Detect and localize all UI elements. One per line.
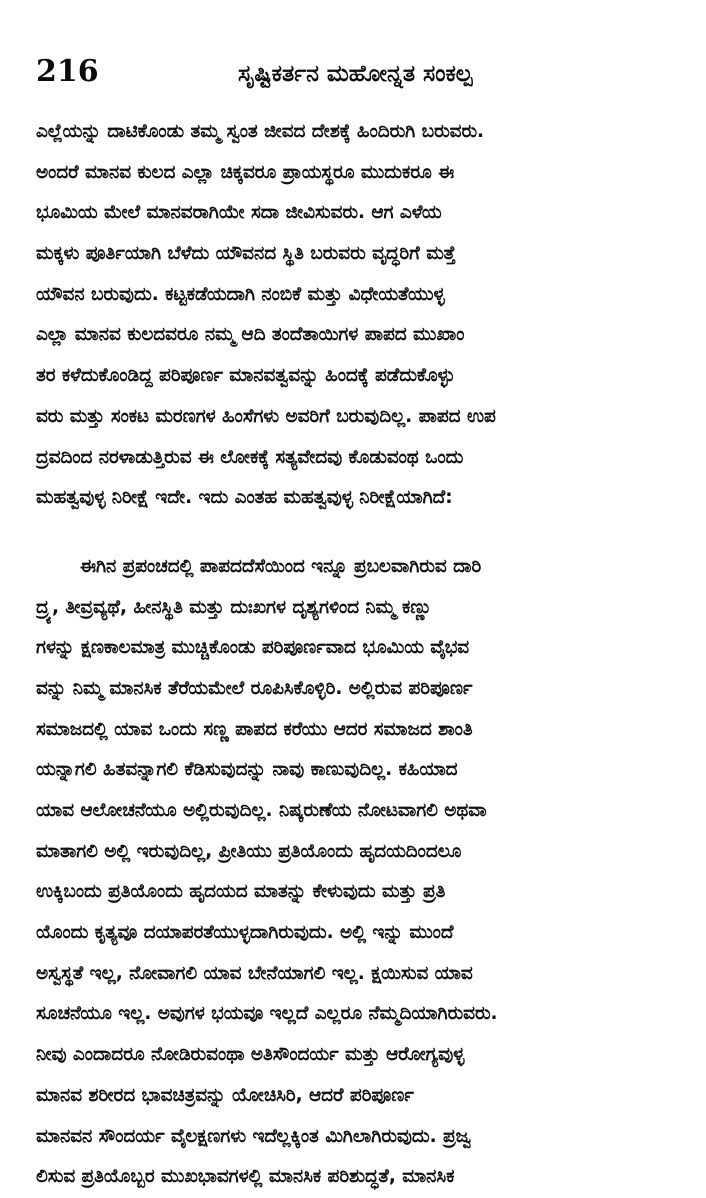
text-line: ಎಲ್ಲೆಯನ್ನು ದಾಟಿಕೊಂಡು ತಮ್ಮ ಸ್ವಂತ ಜೀವದ ದೇಶಕ್ಕೆ ಹಿಂದಿರುಗಿ ಬರುವರು. [36, 121, 485, 142]
text-line: ಅಸ್ವಸ್ಥತೆ ಇಲ್ಲ, ನೋವಾಗಲಿ ಯಾವ ಬೇನೆಯಾಗಲಿ ಇಲ್ಲ. ಕ್ಷಯಿಸುವ ಯಾವ [36, 962, 473, 984]
text-line: ಯೌವನ ಬರುವುದು. ಕಟ್ಟಕಡೆಯದಾಗಿ ನಂಬಿಕೆ ಮತ್ತು ವಿಧೇಯತೆಯುಳ್ಳ [36, 283, 445, 305]
text-line: ವರು ಮತ್ತು ಸಂಕಟ ಮರಣಗಳ ಹಿಂಸೆಗಳು ಅವರಿಗೆ ಬರುವುದಿಲ್ಲ. ಪಾಪದ ಉಪ [36, 405, 496, 427]
page-header [36, 52, 676, 100]
body-text [36, 112, 666, 1198]
text-line: ಮಹತ್ವವುಳ್ಳ ನಿರೀಕ್ಷೆ ಇದೇ. ಇದು ಎಂತಹ ಮಹತ್ವವುಳ್ಳ ನಿರೀಕ್ಷೆಯಾಗಿದೆ: [36, 487, 453, 509]
text-line: ವನ್ನು ನಿಮ್ಮ ಮಾನಸಿಕ ತೆರೆಯಮೇಲೆ ರೂಪಿಸಿಕೊಳ್ಳಿರಿ. ಅಲ್ಲಿರುವ ಪರಿಪೂರ್ಣ [36, 677, 473, 699]
paragraph-2 [36, 547, 666, 1198]
text-line: ಯಾವ ಆಲೋಚನೆಯೂ ಅಲ್ಲಿರುವುದಿಲ್ಲ. ನಿಷ್ಕರುಣೆಯ ನೋಟವಾಗಲಿ ಅಥವಾ [36, 800, 487, 821]
text-line: ಗಳನ್ನು ಕ್ಷಣಕಾಲಮಾತ್ರ ಮುಚ್ಚಿಕೊಂಡು ಪರಿಪೂರ್ಣವಾದ ಭೂಮಿಯ ವೈಭವ [36, 637, 470, 659]
text-line: ತರ ಕಳೆದುಕೊಂಡಿದ್ದ ಪರಿಪೂರ್ಣ ಮಾನವತ್ವವನ್ನು ಹಿಂದಕ್ಕೆ ಪಡೆದುಕೊಳ್ಳು [36, 365, 455, 387]
text-line: ಈಗಿನ ಪ್ರಪಂಚದಲ್ಲಿ ಪಾಪದದೆಸೆಯಿಂದ ಇನ್ನೂ ಪ್ರಬಲವಾಗಿರುವ ದಾರಿ [80, 555, 482, 577]
text-line: ಎಲ್ಲಾ ಮಾನವ ಕುಲದವರೂ ನಮ್ಮ ಆದಿ ತಂದೆತಾಯಿಗಳ ಪಾಪದ ಮುಖಾಂ [36, 324, 465, 346]
text-line: ಲಿಸುವ ಪ್ರತಿಯೊಬ್ಬರ ಮುಖಭಾವಗಳಲ್ಲಿ ಮಾನಸಿಕ ಪರಿಶುದ್ಧತೆ, ಮಾನಸಿಕ [36, 1166, 455, 1188]
text-line: ಸೂಚನೆಯೂ ಇಲ್ಲ. ಅವುಗಳ ಭಯವೂ ಇಲ್ಲದೆ ಎಲ್ಲರೂ ನೆಮ್ಮದಿಯಾಗಿರುವರು. [36, 1003, 498, 1025]
text-line: ಮಾತಾಗಲಿ ಅಲ್ಲಿ ಇರುವುದಿಲ್ಲ, ಪ್ರೀತಿಯು ಪ್ರತಿಯೊಂದು ಹೃದಯದಿಂದಲೂ [36, 840, 462, 862]
text-line: ಮಾನವನ ಸೌಂದರ್ಯ ವೈಲಕ್ಷಣಗಳು ಇದೆಲ್ಲಕ್ಕಿಂತ ಮಿಗಿಲಾಗಿರುವುದು. ಪ್ರಜ್ವ [36, 1125, 472, 1147]
text-line: ಸಮಾಜದಲ್ಲಿ ಯಾವ ಒಂದು ಸಣ್ಣ ಪಾಪದ ಕರೆಯು ಆದರ ಸಮಾಜದ ಶಾಂತಿ [36, 718, 473, 740]
page-number: 216 [36, 54, 99, 89]
text-line: ಯನ್ನಾಗಲಿ ಹಿತವನ್ನಾಗಲಿ ಕೆಡಿಸುವುದನ್ನು ನಾವು ಕಾಣುವುದಿಲ್ಲ. ಕಹಿಯಾದ [36, 759, 458, 781]
running-title: ಸೃಷ್ಟಿಕರ್ತನ ಮಹೋನ್ನತ ಸಂಕಲ್ಪ [238, 61, 473, 87]
text-line: ಭೂಮಿಯ ಮೇಲೆ ಮಾನವರಾಗಿಯೇ ಸದಾ ಜೀವಿಸುವರು. ಆಗ ಎಳೆಯ [36, 202, 442, 224]
text-line: ಉಕ್ಕಿಬಂದು ಪ್ರತಿಯೊಂದು ಹೃದಯದ ಮಾತನ್ನು ಕೇಳುವುದು ಮತ್ತು ಪ್ರತಿ [36, 881, 446, 903]
text-line: ನೀವು ಎಂದಾದರೂ ನೋಡಿರುವಂಥಾ ಅತಿಸೌಂದರ್ಯ ಮತ್ತು ಆರೋಗ್ಯವುಳ್ಳ [36, 1044, 465, 1066]
text-line: ದ್ರವದಿಂದ ನರಳಾಡುತ್ತಿರುವ ಈ ಲೋಕಕ್ಕೆ ಸತ್ಯವೇದವು ಕೊಡುವಂಥ ಒಂದು [36, 446, 464, 468]
text-line: ಮಕ್ಕಳು ಪೂರ್ತಿಯಾಗಿ ಬೆಳೆದು ಯೌವನದ ಸ್ಥಿತಿ ಬರುವರು ವೃದ್ಧರಿಗೆ ಮತ್ತೆ [36, 243, 456, 265]
text-line: ದ್ರ್ಯ, ತೀವ್ರವ್ಯಥೆ, ಹೀನಸ್ಥಿತಿ ಮತ್ತು ದುಃಖಗಳ ದೃಶ್ಯಗಳಿಂದ ನಿಮ್ಮ ಕಣ್ಣು [36, 596, 432, 618]
text-line: ಅಂದರೆ ಮಾನವ ಕುಲದ ಎಲ್ಲಾ ಚಿಕ್ಕವರೂ ಪ್ರಾಯಸ್ಥರೂ ಮುದುಕರೂ ಈ [36, 161, 455, 183]
text-line: ಮಾನವ ಶರೀರದ ಭಾವಚಿತ್ರವನ್ನು ಯೋಚಿಸಿರಿ, ಆದರೆ ಪರಿಪೂರ್ಣ [36, 1084, 414, 1106]
paragraph-1 [36, 112, 666, 519]
text-line: ಯೊಂದು ಕೃತ್ಯವೂ ದಯಾಪರತೆಯುಳ್ಳದಾಗಿರುವುದು. ಅಲ್ಲಿ ಇನ್ನು ಮುಂದೆ [36, 922, 454, 944]
